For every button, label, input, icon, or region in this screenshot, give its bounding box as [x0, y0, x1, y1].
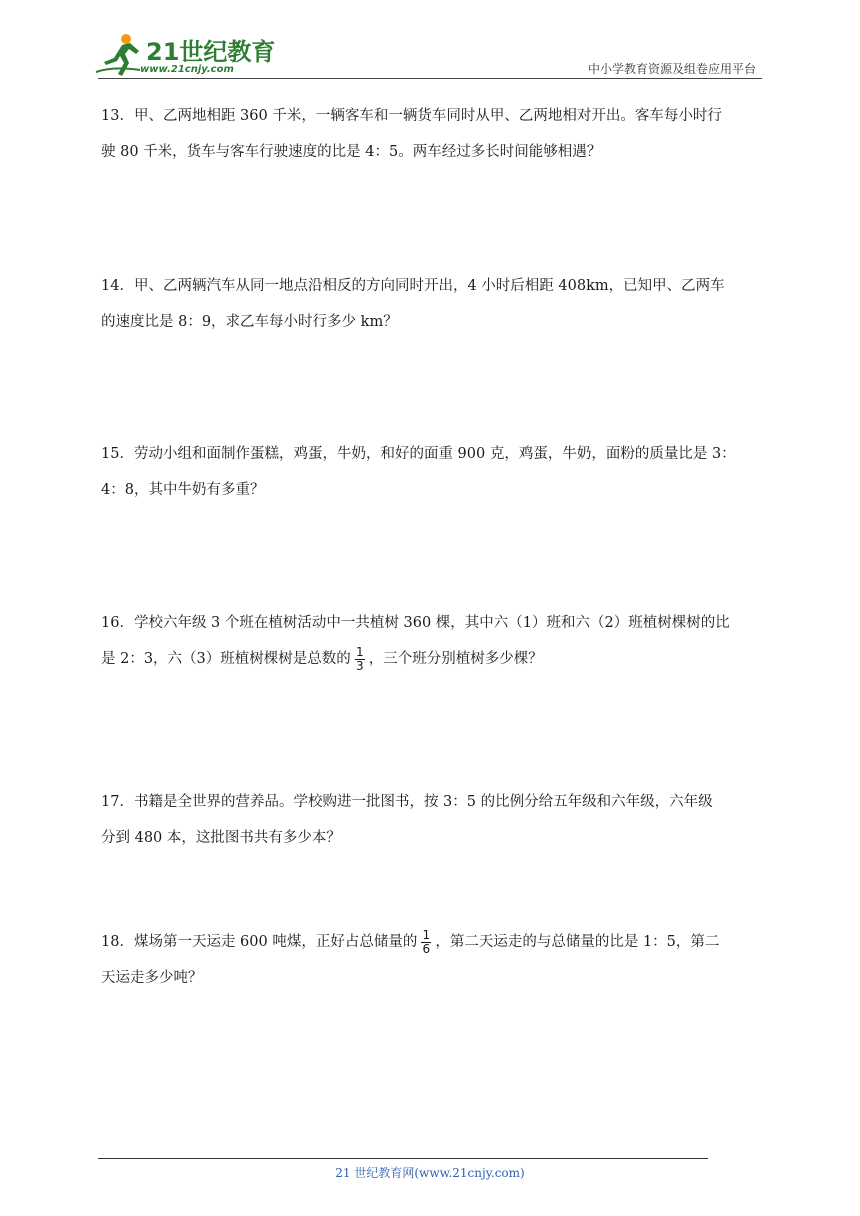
- question-text: 分到 480 本，这批图书共有多少本？: [101, 830, 341, 846]
- site-logo[interactable]: [94, 32, 276, 78]
- question-18: [101, 924, 763, 996]
- question-text: 17．书籍是全世界的营养品。学校购进一批图书，按 3：5 的比例分给五年级和六年级，六年级: [101, 794, 713, 810]
- fraction: [421, 929, 431, 956]
- fraction: [355, 646, 365, 673]
- question-text: 天运走多少吨？: [101, 970, 203, 986]
- question-text: 16．学校六年级 3 个班在植树活动中一共植树 360 棵，其中六（1）班和六（2）班植树棵树的比: [101, 615, 730, 631]
- question-text: 的速度比是 8：9，求乙车每小时行多少 km？: [101, 314, 398, 330]
- question-text: ，三个班分别植树多少棵？: [368, 651, 543, 667]
- footer-divider: [98, 1158, 708, 1159]
- question-17: [101, 784, 763, 856]
- fraction-numerator: 1: [422, 927, 431, 942]
- platform-title: 中小学教育资源及组卷应用平台: [587, 62, 756, 76]
- question-text: 是 2：3，六（3）班植树棵树是总数的: [101, 651, 351, 667]
- logo-text: 21世纪教育: [146, 38, 276, 66]
- question-13: [101, 98, 763, 170]
- logo-url: www.21cnjy.com: [140, 64, 234, 75]
- question-text: 4：8，其中牛奶有多重？: [101, 482, 265, 498]
- question-text: 14．甲、乙两辆汽车从同一地点沿相反的方向同时开出，4 小时后相距 408km，已知甲、乙两车: [101, 278, 725, 294]
- question-text: 15．劳动小组和面制作蛋糕，鸡蛋，牛奶，和好的面重 900 克，鸡蛋，牛奶，面粉的质量比是 3：: [101, 446, 736, 462]
- question-text: 13．甲、乙两地相距 360 千米，一辆客车和一辆货车同时从甲、乙两地相对开出。客车每小时行: [101, 108, 722, 124]
- fraction-denominator: 3: [355, 658, 364, 673]
- question-text: ，第二天运走的与总储量的比是 1：5，第二: [435, 934, 720, 950]
- question-text-line2: [101, 641, 763, 677]
- question-16: [101, 605, 763, 677]
- question-14: [101, 268, 763, 340]
- footer-link[interactable]: 21 世纪教育网(www.21cnjy.com): [335, 1166, 525, 1180]
- header-divider: [98, 78, 762, 79]
- question-text: 驶 80 千米，货车与客车行驶速度的比是 4：5。两车经过多长时间能够相遇？: [101, 144, 602, 160]
- question-text: 18．煤场第一天运走 600 吨煤，正好占总储量的: [101, 934, 418, 950]
- question-15: [101, 436, 763, 508]
- runner-logo-icon: [94, 32, 144, 78]
- fraction-numerator: 1: [355, 644, 364, 659]
- fraction-denominator: 6: [422, 941, 431, 956]
- question-text-line1: [101, 924, 763, 960]
- page-header: [0, 0, 860, 80]
